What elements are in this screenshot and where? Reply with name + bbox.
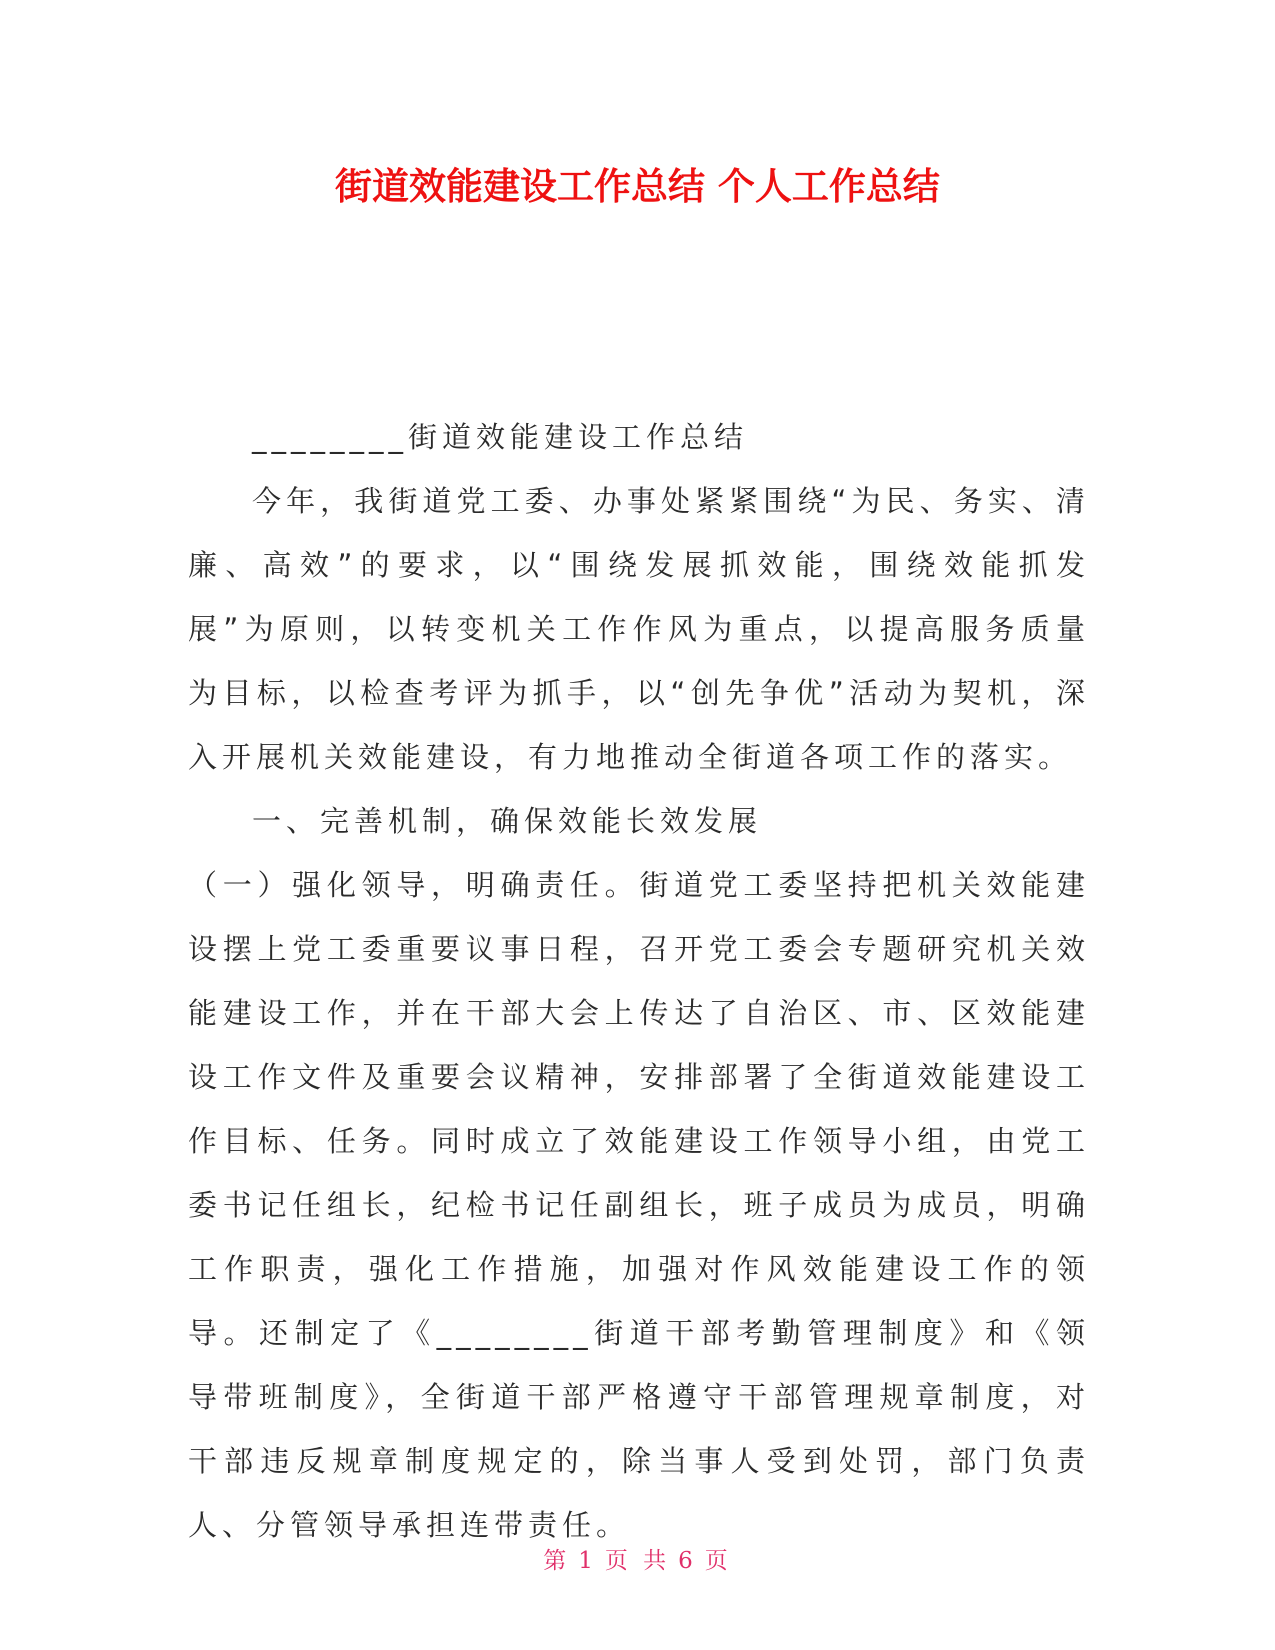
- footer-total-pages: 6: [678, 1548, 697, 1574]
- subtitle-paragraph: ________街道效能建设工作总结: [252, 420, 749, 454]
- footer-middle: 页 共: [604, 1548, 671, 1574]
- section-paragraph: （一）强化领导，明确责任。街道党工委坚持把机关效能建设摆上党工委重要议事日程，召开党工委会专题研究机关效能建设工作，并在干部大会上传达了自治区、市、区效能建设工作文件及重要会议精神，安排部署了全街道效能建设工作目标、任务。同时成立了效能建设工作领导小组，由党工委书记任组长，纪检书记任副组长，班子成员为成员，明确工作职责，强化工作措施，加强对作风效能建设工作的领导。还制定了《________街道干部考勤管理制度》和《领导带班制度》，全街道干部严格遵守干部管理规章制度，对干部违反规章制度规定的，除当事人受到处罚，部门负责人、分管领导承担连带责任。: [188, 868, 1090, 1542]
- page-number-footer: [0, 1546, 1275, 1576]
- footer-current-page: 1: [578, 1548, 597, 1574]
- intro-paragraph: 今年，我街道党工委、办事处紧紧围绕“为民、务实、清廉、高效”的要求，以“围绕发展抓效能，围绕效能抓发展”为原则，以转变机关工作作风为重点，以提高服务质量为目标，以检查考评为抓手，以“创先争优”活动为契机，深入开展机关效能建设，有力地推动全街道各项工作的落实。: [188, 484, 1090, 774]
- footer-suffix: 页: [704, 1548, 732, 1574]
- document-body: [188, 405, 1090, 1557]
- document-title: 街道效能建设工作总结 个人工作总结: [335, 165, 940, 208]
- section-heading: 一、完善机制，确保效能长效发展: [252, 804, 763, 838]
- footer-prefix: 第: [543, 1548, 571, 1574]
